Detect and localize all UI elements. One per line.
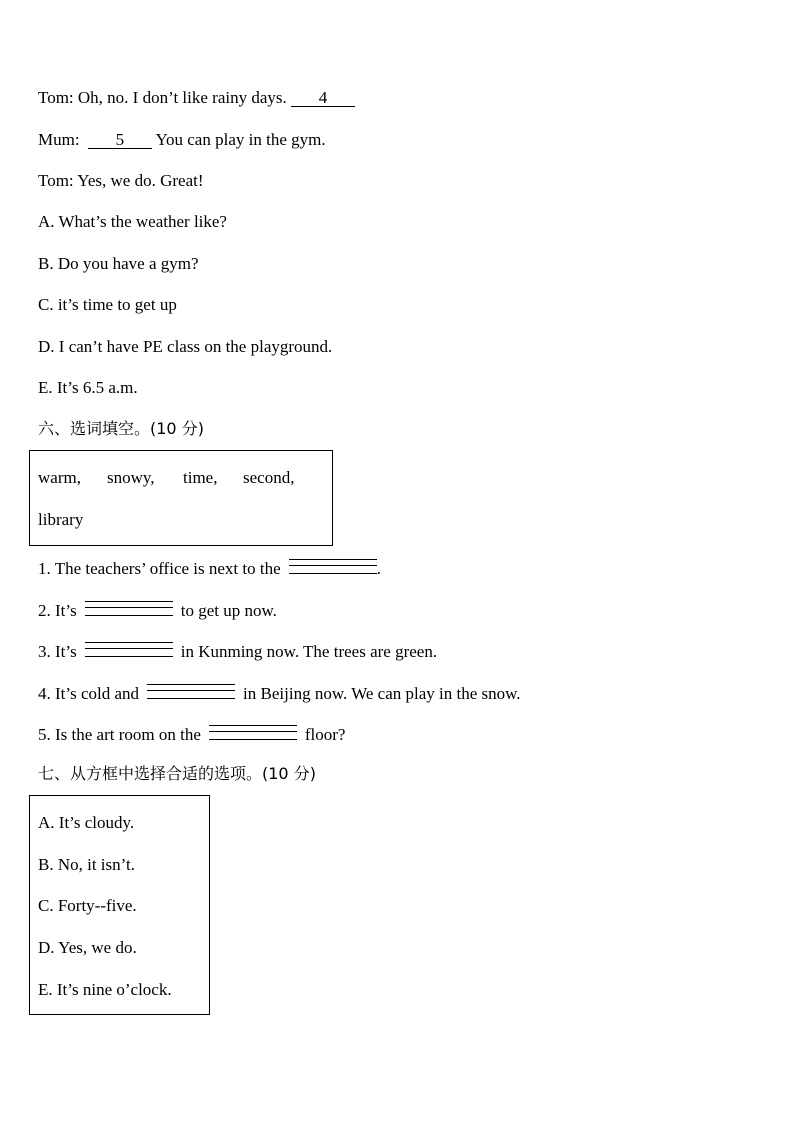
fill-item-text: 1. The teachers’ office is next to the xyxy=(38,559,281,578)
fill-item-text: . xyxy=(376,559,381,578)
section-6-heading: 六、选词填空。(10 分) xyxy=(38,419,204,438)
fill-item-1 xyxy=(38,559,381,579)
fill-blank[interactable] xyxy=(209,725,297,740)
word-bank-item: library xyxy=(38,510,84,529)
fill-item-3 xyxy=(38,642,437,662)
dialogue-line-2 xyxy=(38,130,326,150)
word-bank-item: warm, xyxy=(38,468,81,487)
option-a: A. What’s the weather like? xyxy=(38,212,227,231)
fill-item-text: to get up now. xyxy=(180,601,277,620)
choice-a: A. It’s cloudy. xyxy=(38,813,135,832)
dialogue-text: You can play in the gym. xyxy=(155,130,326,149)
choice-c: C. Forty--five. xyxy=(38,896,137,915)
word-bank-item: snowy, xyxy=(107,468,155,487)
fill-item-2 xyxy=(38,601,277,621)
choice-b: B. No, it isn’t. xyxy=(38,855,135,874)
options-box xyxy=(29,795,210,1015)
answer-blank: 4 xyxy=(291,90,355,107)
fill-blank[interactable] xyxy=(85,642,173,657)
option-d: D. I can’t have PE class on the playground. xyxy=(38,337,333,356)
choice-e: E. It’s nine o’clock. xyxy=(38,980,172,999)
dialogue-text: Oh, no. I don’t like rainy days. xyxy=(77,88,287,107)
fill-item-text: 5. Is the art room on the xyxy=(38,725,201,744)
fill-blank[interactable] xyxy=(85,601,173,616)
word-bank-item: time, xyxy=(183,468,218,487)
answer-blank: 5 xyxy=(88,132,152,149)
fill-blank[interactable] xyxy=(289,559,377,574)
speaker-label: Tom: xyxy=(38,88,74,107)
dialogue-line-3 xyxy=(38,171,204,191)
option-e: E. It’s 6.5 a.m. xyxy=(38,378,138,397)
fill-item-4 xyxy=(38,684,521,704)
fill-item-text: 4. It’s cold and xyxy=(38,684,140,703)
dialogue-text: Yes, we do. Great! xyxy=(77,171,204,190)
fill-item-text: in Beijing now. We can play in the snow. xyxy=(243,684,521,703)
fill-item-text: 2. It’s xyxy=(38,601,77,620)
option-b: B. Do you have a gym? xyxy=(38,254,199,273)
choice-d: D. Yes, we do. xyxy=(38,938,137,957)
fill-item-text: floor? xyxy=(304,725,346,744)
speaker-label: Mum: xyxy=(38,130,80,149)
fill-item-text: 3. It’s xyxy=(38,642,77,661)
word-bank-item: second, xyxy=(243,468,295,487)
fill-item-5 xyxy=(38,725,345,745)
fill-item-text: in Kunming now. The trees are green. xyxy=(180,642,438,661)
option-c: C. it’s time to get up xyxy=(38,295,177,314)
fill-blank[interactable] xyxy=(147,684,235,699)
word-bank-box xyxy=(29,450,333,546)
speaker-label: Tom: xyxy=(38,171,74,190)
dialogue-line-1 xyxy=(38,88,355,108)
section-7-heading: 七、从方框中选择合适的选项。(10 分) xyxy=(38,764,316,783)
